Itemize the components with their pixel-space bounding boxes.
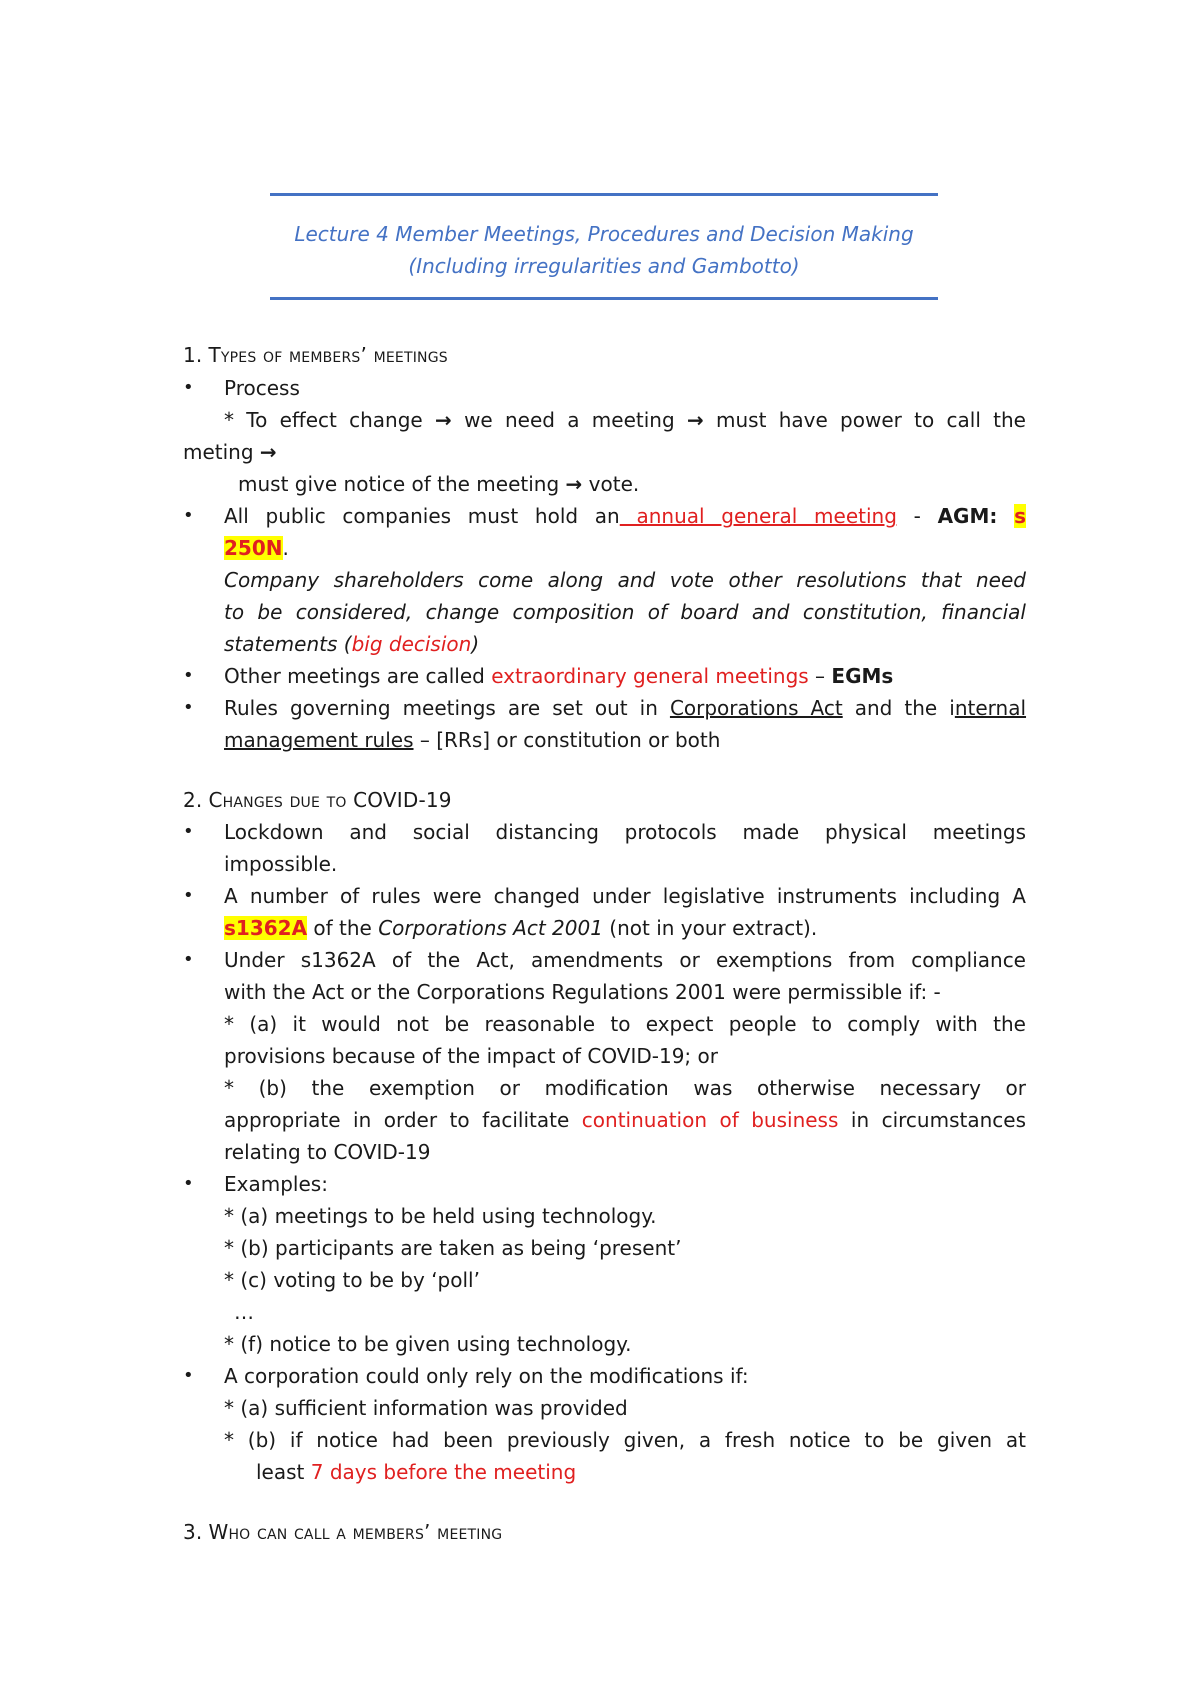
- arrow-icon: →: [435, 408, 452, 432]
- bullet: •: [183, 821, 194, 842]
- process-flow-line: * To effect change → we need a meeting → must have power to call the: [224, 408, 1026, 432]
- lockdown-line-2: impossible.: [224, 852, 338, 876]
- title-line-2: (Including irregularities and Gambotto): [408, 254, 800, 278]
- section-ref-highlight: s: [1014, 504, 1027, 528]
- example-b: * (b) participants are taken as being ‘present’: [224, 1236, 682, 1260]
- agm-term: annual general meeting: [619, 504, 897, 528]
- condition-b: * (b) the exemption or modification was otherwise necessary or: [224, 1076, 1026, 1100]
- modifications-line: A corporation could only rely on the modifications if:: [224, 1364, 749, 1388]
- s1362a-line: Under s1362A of the Act, amendments or exemptions from compliance: [224, 948, 1026, 972]
- condition-b-3: relating to COVID-19: [224, 1140, 431, 1164]
- condition-a: * (a) it would not be reasonable to expect people to comply with the: [224, 1012, 1026, 1036]
- condition-a-2: provisions because of the impact of COVID-19; or: [224, 1044, 718, 1068]
- arrow-icon: →: [259, 440, 277, 464]
- example-ellipsis: …: [234, 1300, 254, 1324]
- title-line-1: Lecture 4 Member Meetings, Procedures and Decision Making: [294, 222, 914, 246]
- agm-note-2: to be considered, change composition of board and constitution, financial: [224, 600, 1026, 624]
- agm-line-2: 250N.: [224, 536, 289, 560]
- example-c: * (c) voting to be by ‘poll’: [224, 1268, 480, 1292]
- section-1-heading: 1. Types of members’ meetings: [183, 343, 448, 367]
- document-title: [260, 218, 948, 282]
- bullet: •: [183, 665, 194, 686]
- bullet: •: [183, 505, 194, 526]
- modification-b-2: least 7 days before the meeting: [256, 1460, 577, 1484]
- lockdown-line: Lockdown and social distancing protocols made physical meetings: [224, 820, 1026, 844]
- examples-heading: Examples:: [224, 1172, 328, 1196]
- condition-b-2: appropriate in order to facilitate continuation of business in circumstances: [224, 1108, 1026, 1132]
- rules-line: Rules governing meetings are set out in Corporations Act and the internal: [224, 696, 1027, 720]
- title-top-rule: [270, 193, 938, 196]
- bullet: •: [183, 949, 194, 970]
- bullet: •: [183, 697, 194, 718]
- agm-note-3: statements (big decision): [224, 632, 480, 656]
- egm-line: Other meetings are called extraordinary general meetings – EGMs: [224, 664, 894, 688]
- bullet: •: [183, 1365, 194, 1386]
- rules-changed-line-2: s1362A of the Corporations Act 2001 (not in your extract).: [224, 916, 818, 940]
- rules-changed-line: A number of rules were changed under legislative instruments including A: [224, 884, 1026, 908]
- agm-line: All public companies must hold an annual general meeting - AGM: s: [224, 504, 1027, 528]
- bullet: •: [183, 1173, 194, 1194]
- modification-b: * (b) if notice had been previously given, a fresh notice to be given at: [224, 1428, 1026, 1452]
- example-f: * (f) notice to be given using technology.: [224, 1332, 632, 1356]
- arrow-icon: →: [686, 408, 704, 432]
- rules-line-2: management rules – [RRs] or constitution or both: [224, 728, 721, 752]
- bullet: •: [183, 377, 194, 398]
- section-2-heading: 2. Changes due to COVID-19: [183, 788, 452, 812]
- example-a: * (a) meetings to be held using technology.: [224, 1204, 657, 1228]
- modification-a: * (a) sufficient information was provided: [224, 1396, 628, 1420]
- s1362a-line-2: with the Act or the Corporations Regulations 2001 were permissible if: -: [224, 980, 941, 1004]
- title-bottom-rule: [270, 297, 938, 300]
- agm-note: Company shareholders come along and vote other resolutions that need: [224, 568, 1026, 592]
- section-ref-highlight: s1362A: [224, 916, 308, 940]
- section-ref-highlight: 250N: [224, 536, 283, 560]
- process-flow-end: must give notice of the meeting → vote.: [238, 472, 640, 496]
- section-3-heading: 3. Who can call a members’ meeting: [183, 1520, 503, 1544]
- bullet: •: [183, 885, 194, 906]
- arrow-icon: →: [565, 472, 583, 496]
- process-flow-cont: meting →: [183, 440, 277, 464]
- process-label: Process: [224, 376, 300, 400]
